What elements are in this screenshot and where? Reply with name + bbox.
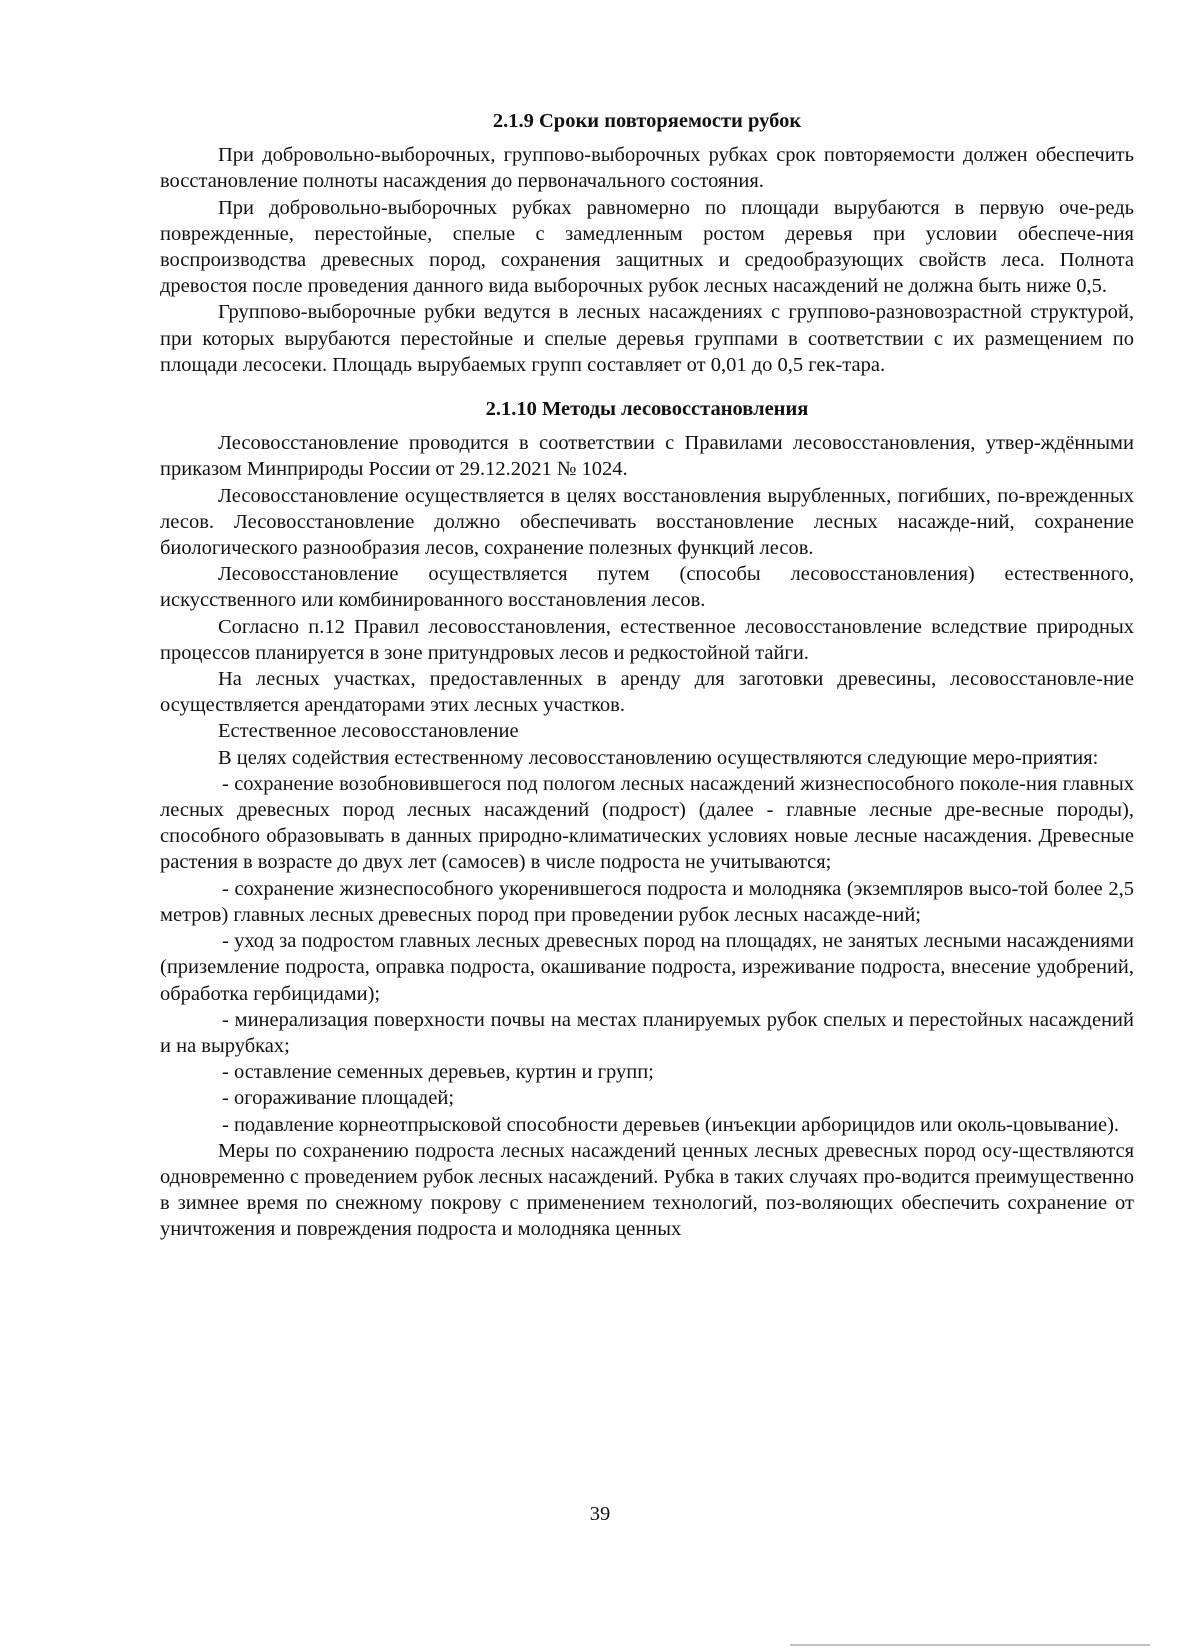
page-number: 39 [589,1503,611,1525]
scan-edge-line [790,1644,1150,1646]
paragraph: Лесовосстановление осуществляется в целях восстановления вырубленных, погибших, по-врежденных лесов. Лесовосстановление должно обеспечивать восстановление лесных насажде-ний, сохранение биологического разнообразия лесов, сохранение полезных функций лесов. [160,484,1134,560]
subsection-label: Естественное лесовосстановление [218,720,519,743]
measure-list-item: - подавление корнеотпрысковой способности деревьев (инъекции арборицидов или околь-цовывание). [222,1113,1120,1136]
measure-list-item: - сохранение жизнеспособного укоренившегося подроста и молодняка (экземпляров высо-той более 2,5 метров) главных лесных древесных пород при проведении рубок лесных насажде-ний; [160,877,1134,926]
paragraph: Группово-выборочные рубки ведутся в лесных насаждениях с группово-разновозрастной структурой, при которых вырубаются перестойные и спелые деревья группами в соответствии с их размещением по площади лесосеки. Площадь вырубаемых групп составляет от 0,01 до 0,5 гек-тара. [160,301,1134,376]
paragraph: На лесных участках, предоставленных в аренду для заготовки древесины, лесовосстановле-ние осуществляется арендаторами этих лесных участков. [160,668,1134,717]
paragraph: При добровольно-выборочных, группово-выборочных рубках срок повторяемости должен обеспечить восстановление полноты насаждения до первоначального состояния. [160,144,1134,193]
paragraph: Лесовосстановление проводится в соответствии с Правилами лесовосстановления, утвер-ждёнными приказом Минприроды России от 29.12.2021 № 1024. [160,432,1134,481]
measure-list-item: - огораживание площадей; [222,1087,455,1110]
measure-list-item: - минерализация поверхности почвы на местах планируемых рубок спелых и перестойных насаждений и на вырубках; [160,1008,1134,1057]
section-heading-cutting-frequency: 2.1.9 Сроки повторяемости рубок [492,110,802,132]
paragraph: Согласно п.12 Правил лесовосстановления, естественное лесовосстановление вследствие природных процессов планируется в зоне притундровых лесов и редкостойной тайги. [160,615,1134,664]
paragraph: При добровольно-выборочных рубках равномерно по площади вырубаются в первую оче-редь поврежденные, перестойные, спелые с замедленным ростом деревья при условии обеспече-ния воспроизводства древесных пород, сохранения защитных и средообразующих свойств леса. Полнота древостоя после проведения данного вида выборочных рубок лесных насаждений не должна быть ниже 0,5. [160,196,1134,298]
measure-list-item: - уход за подростом главных лесных древесных пород на площадях, не занятых лесными насаждениями (приземление подроста, оправка подроста, окашивание подроста, изреживание подроста, внесение удобрений, обработка гербицидами); [160,930,1134,1005]
measure-list-item: - оставление семенных деревьев, куртин и групп; [222,1061,654,1084]
paragraph: В целях содействия естественному лесовосстановлению осуществляются следующие меро-приятия: [218,746,1099,769]
section-heading-reforestation-methods: 2.1.10 Методы лесовосстановления [485,398,809,421]
paragraph-closing: Меры по сохранению подроста лесных насаждений ценных лесных древесных пород осу-ществляются одновременно с проведением рубок лесных насаждений. Рубка в таких случаях про-водится преимущественно в зимнее время по снежному покрову с применением технологий, поз-воляющих обеспечить сохранение от уничтожения и повреждения подроста и молодняка ценных [160,1139,1134,1241]
paragraph: Лесовосстановление осуществляется путем (способы лесовосстановления) естественного, искусственного или комбинированного восстановления лесов. [160,563,1134,612]
measure-list-item: - сохранение возобновившегося под пологом лесных насаждений жизнеспособного поколе-ния главных лесных древесных пород лесных насаждений (подрост) (далее - главные лесные дре-весные породы), способного образовывать в данных природно-климатических условиях новые лесные насаждения. Древесные растения в возрасте до двух лет (самосев) в числе подроста не учитываются; [160,772,1134,874]
page-content [160,108,1134,1243]
